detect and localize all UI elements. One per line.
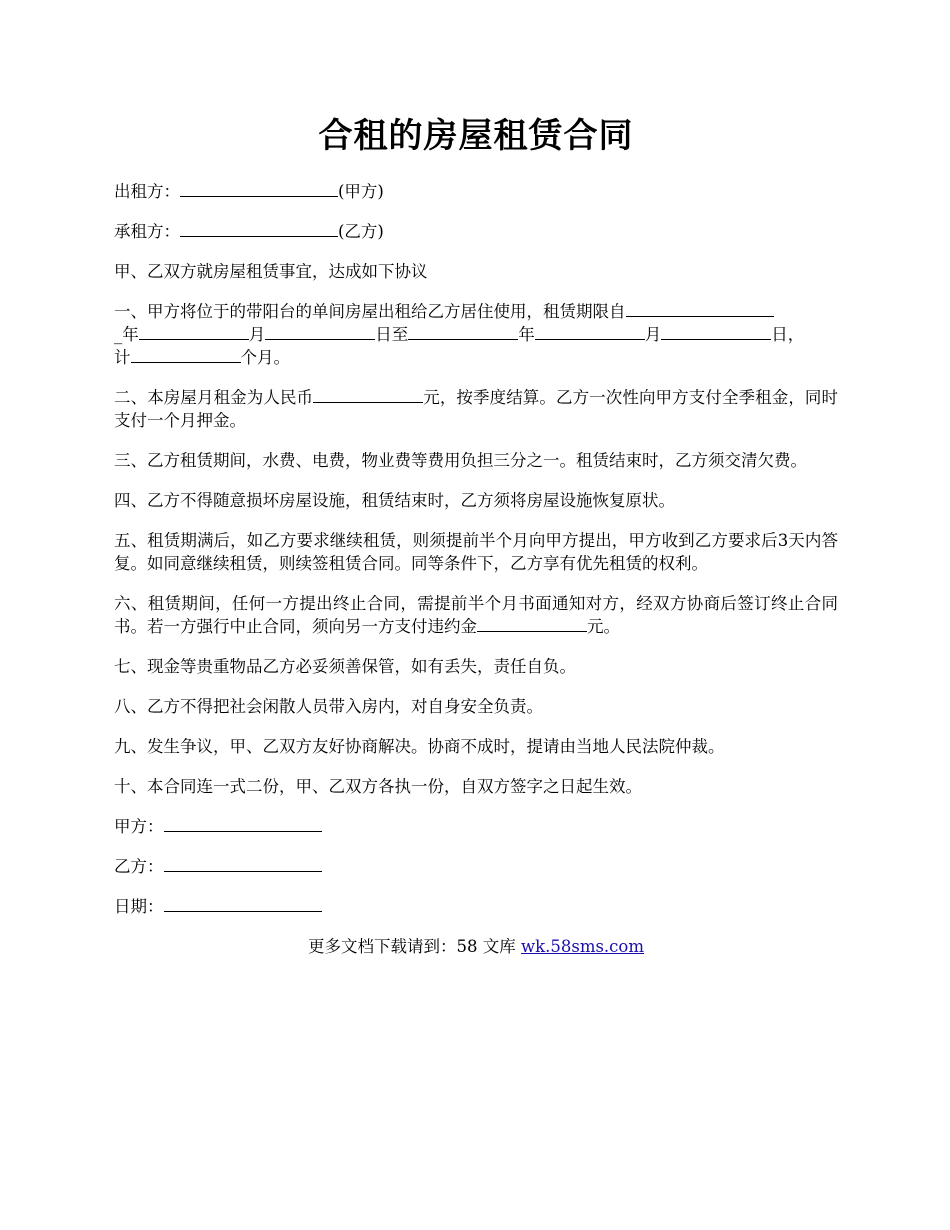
clause-8: 八、乙方不得把社会闲散人员带入房内，对自身安全负责。	[114, 697, 543, 716]
penalty-amount-blank	[477, 616, 587, 632]
clause-1-text-g: 日，	[771, 325, 805, 344]
date-label: 日期：	[114, 897, 164, 916]
signature-party-b	[114, 855, 838, 878]
clause-2-text-b: 元，按季度结算。乙方一次性向甲方支付全季租金，同时支付一个月押金。	[114, 388, 839, 430]
party-b-label: 乙方：	[114, 857, 164, 876]
clause-1-text-h: 计	[114, 348, 131, 367]
footer-link[interactable]: wk.58sms.com	[520, 937, 644, 956]
clause-1	[114, 300, 838, 369]
clause-6	[114, 592, 838, 638]
end-year-blank	[408, 324, 518, 340]
clause-6-text-b: 元。	[587, 617, 620, 636]
lease-start-blank	[626, 301, 774, 317]
lessor-suffix: (甲方)	[338, 182, 384, 201]
clause-4: 四、乙方不得随意损坏房屋设施，租赁结束时，乙方须将房屋设施恢复原状。	[114, 491, 675, 510]
start-month-blank	[139, 324, 249, 340]
document-title: 合租的房屋租赁合同	[318, 116, 634, 156]
clause-7: 七、现金等贵重物品乙方必妥须善保管，如有丢失，责任自负。	[114, 657, 576, 676]
clause-6-text-a: 六、租赁期间，任何一方提出终止合同，需提前半个月书面通知对方，经双方协商后签订终止合同书。若一方强行中止合同，须向另一方支付违约金	[114, 594, 838, 636]
end-month-blank	[535, 324, 645, 340]
clause-1-text-f: 月	[644, 325, 662, 344]
start-day-blank	[265, 324, 375, 340]
clause-1-text-d: 日至	[375, 325, 409, 344]
clause-9: 九、发生争议，甲、乙双方友好协商解决。协商不成时，提请由当地人民法院仲裁。	[114, 737, 725, 756]
clause-1-text-e: 年	[518, 325, 535, 344]
clause-2-text-a: 二、本房屋月租金为人民币	[114, 388, 314, 407]
lessee-suffix: (乙方)	[338, 222, 384, 241]
clause-2	[114, 386, 838, 432]
clause-1-text-c: 月	[248, 325, 266, 344]
end-day-blank	[661, 324, 771, 340]
rent-amount-blank	[313, 387, 423, 403]
date-blank	[164, 896, 322, 912]
lessor-blank	[180, 181, 338, 197]
lessee-label: 承租方：	[114, 222, 180, 241]
clause-1-text-i: 个月。	[240, 348, 290, 367]
lessor-line	[114, 180, 838, 203]
contract-page	[114, 112, 838, 958]
footer-text: 更多文档下载请到：58 文库	[307, 937, 521, 956]
clause-3: 三、乙方租赁期间，水费、电费，物业费等费用负担三分之一。租赁结束时，乙方须交清欠费。	[114, 451, 807, 470]
intro-paragraph: 甲、乙双方就房屋租赁事宜，达成如下协议	[114, 262, 428, 281]
clause-1-text-b: _年	[114, 325, 139, 344]
clause-10: 十、本合同连一式二份，甲、乙双方各执一份，自双方签字之日起生效。	[114, 777, 642, 796]
party-a-label: 甲方：	[114, 817, 164, 836]
party-b-blank	[164, 856, 322, 872]
signature-date	[114, 895, 838, 918]
lessee-blank	[180, 221, 338, 237]
party-a-blank	[164, 816, 322, 832]
clause-5: 五、租赁期满后，如乙方要求继续租赁，则须提前半个月向甲方提出，甲方收到乙方要求后3天内答复。如同意继续租赁，则续签租赁合同。同等条件下，乙方享有优先租赁的权利。	[114, 531, 838, 573]
lessee-line	[114, 220, 838, 243]
lessor-label: 出租方：	[114, 182, 180, 201]
months-blank	[131, 347, 241, 363]
signature-party-a	[114, 815, 838, 838]
clause-1-text-a: 一、甲方将位于的带阳台的单间房屋出租给乙方居住使用，租赁期限自	[114, 302, 626, 321]
download-footer	[114, 935, 838, 958]
